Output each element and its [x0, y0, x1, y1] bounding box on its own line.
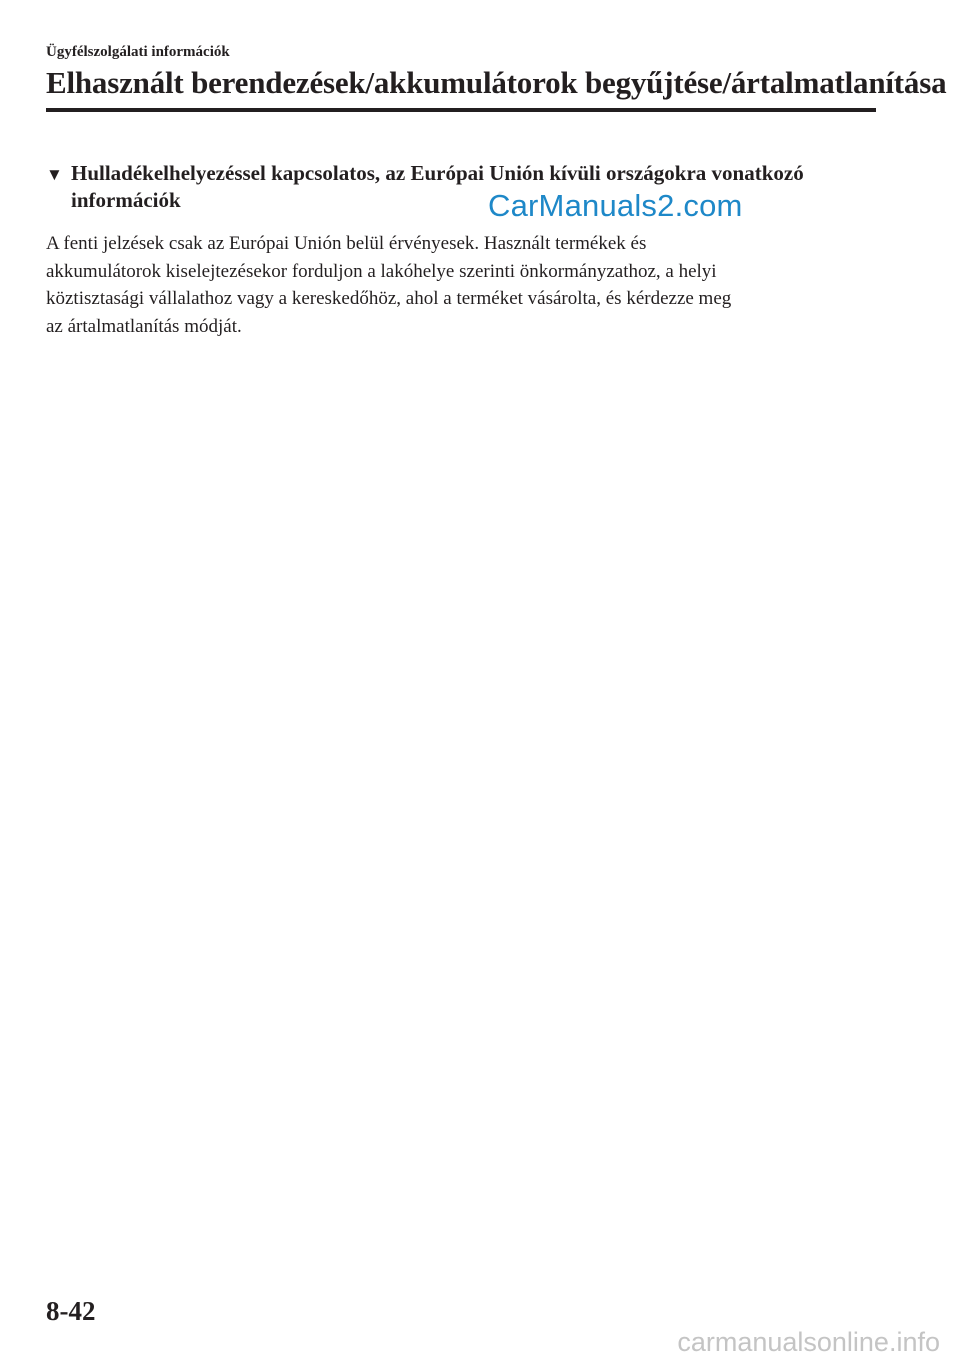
watermark-carmanuals2: CarManuals2.com [488, 188, 743, 223]
page-number: 8-42 [46, 1296, 96, 1326]
triangle-down-icon: ▼ [46, 165, 63, 184]
body-line: köztisztasági vállalathoz vagy a kereskedőhöz, ahol a terméket vásárolta, és kérdezze meg [46, 288, 732, 309]
chapter-label: Ügyfélszolgálati információk [46, 44, 230, 60]
body-line: az ártalmatlanítás módját. [46, 315, 242, 337]
title-divider [46, 108, 876, 112]
watermark-carmanualsonline: carmanualsonline.info [677, 1327, 940, 1357]
body-line: akkumulátorok kiselejtezésekor forduljon a lakóhelye szerinti önkormányzathoz, a helyi [46, 260, 717, 282]
body-line: A fenti jelzések csak az Európai Unión belül érvényesek. Használt termékek és [46, 233, 647, 254]
section-heading-text: Hulladékelhelyezéssel kapcsolatos, az Európai Unión kívüli országokra vonatkozó információk [71, 161, 804, 212]
section-heading [46, 160, 876, 214]
page-title: Elhasznált berendezések/akkumulátorok begyűjtése/ártalmatlanítása [46, 65, 947, 100]
body-paragraph [46, 230, 866, 340]
